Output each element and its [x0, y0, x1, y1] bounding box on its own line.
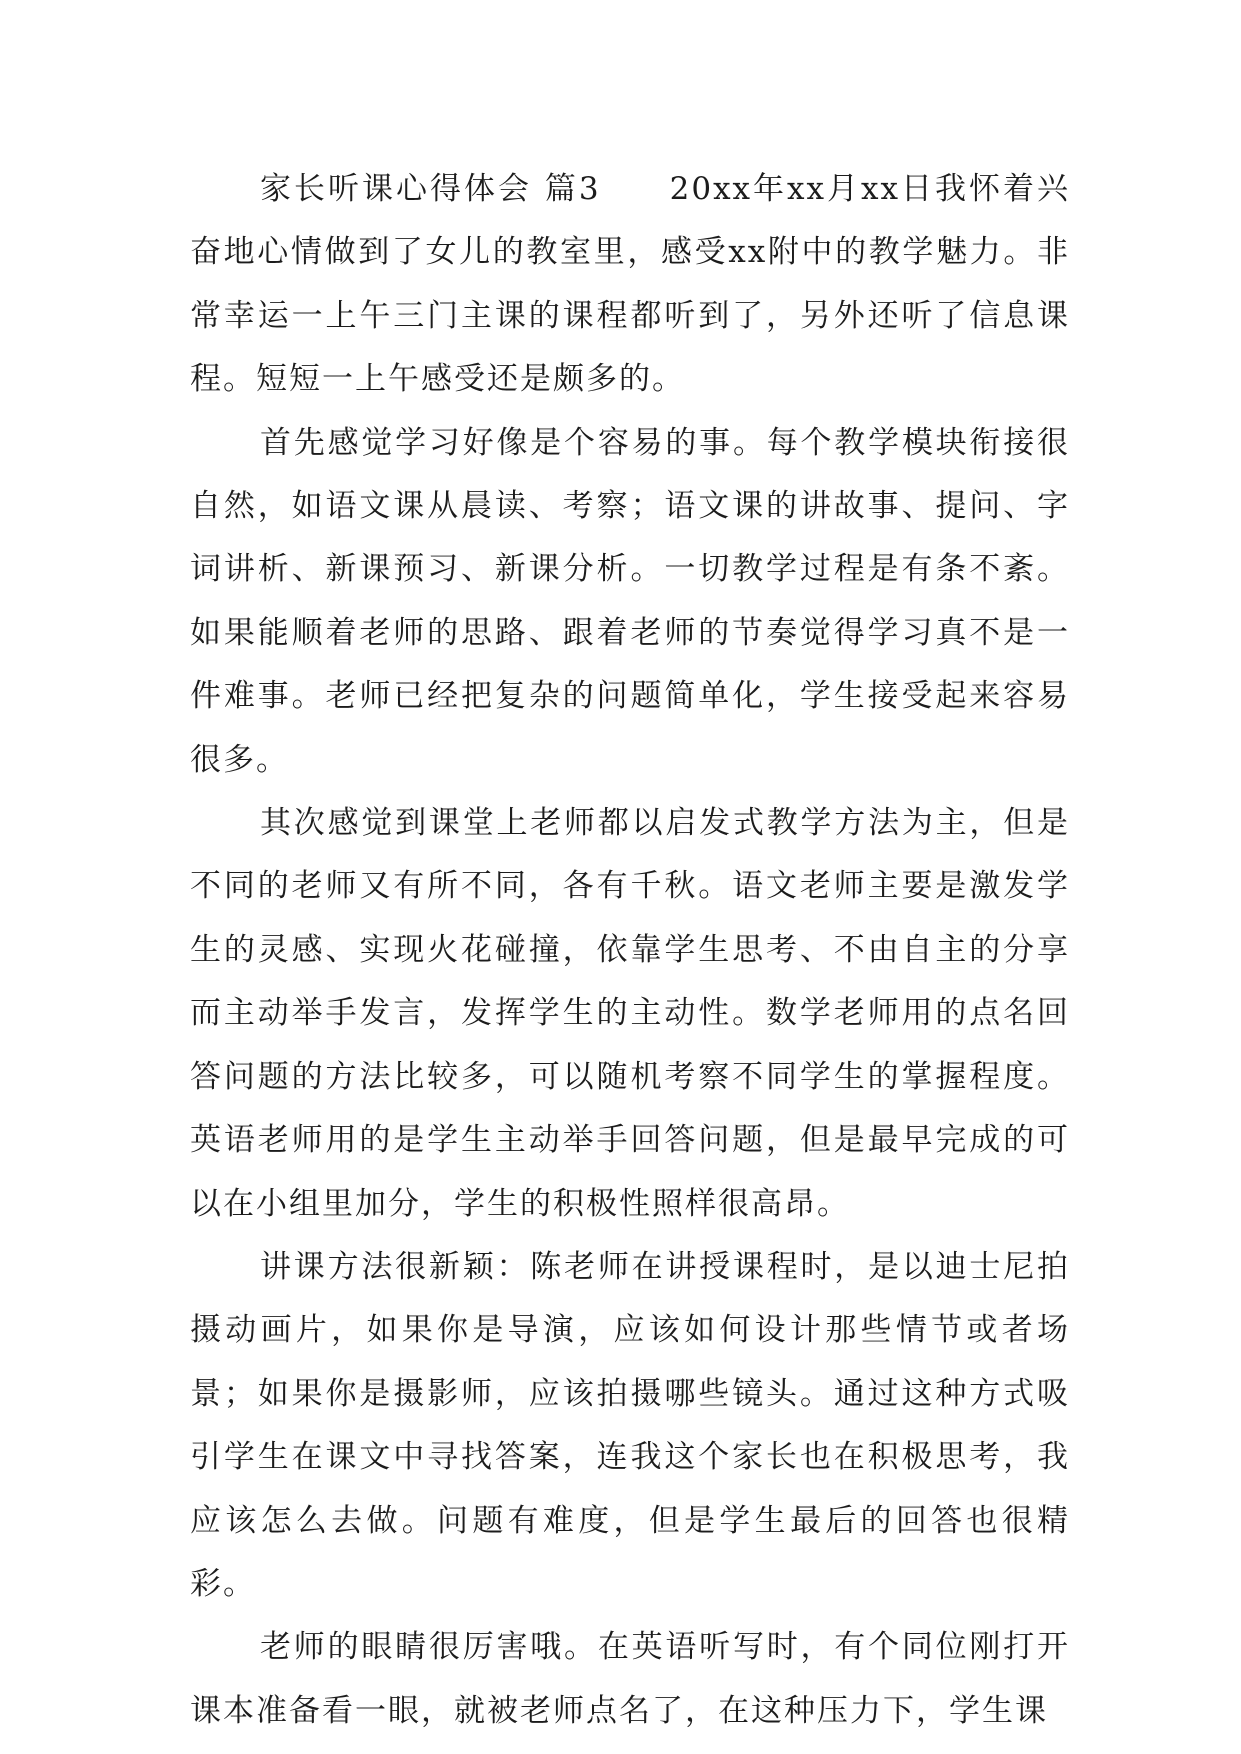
- paragraph-1: 家长听课心得体会 篇3 20xx年xx月xx日我怀着兴奋地心情做到了女儿的教室里，感受xx附中的教学魅力。非常幸运一上午三门主课的课程都听到了，另外还听了信息课程。短短一上午感受还是颇多的。: [190, 171, 1070, 398]
- paragraph-4: 讲课方法很新颖：陈老师在讲授课程时，是以迪士尼拍摄动画片，如果你是导演，应该如何设计那些情节或者场景；如果你是摄影师，应该拍摄哪些镜头。通过这种方式吸引学生在课文中寻找答案，连我这个家长也在积极思考，我应该怎么去做。问题有难度，但是学生最后的回答也很精彩。: [190, 1248, 1070, 1602]
- paragraph-2: 首先感觉学习好像是个容易的事。每个教学模块衔接很自然，如语文课从晨读、考察；语文课的讲故事、提问、字词讲析、新课预习、新课分析。一切教学过程是有条不紊。如果能顺着老师的思路、跟着老师的节奏觉得学习真不是一件难事。老师已经把复杂的问题简单化，学生接受起来容易很多。: [190, 424, 1070, 778]
- document-body: [190, 158, 1070, 1743]
- paragraph-3: 其次感觉到课堂上老师都以启发式教学方法为主，但是不同的老师又有所不同，各有千秋。语文老师主要是激发学生的灵感、实现火花碰撞，依靠学生思考、不由自主的分享而主动举手发言，发挥学生的主动性。数学老师用的点名回答问题的方法比较多，可以随机考察不同学生的掌握程度。英语老师用的是学生主动举手回答问题，但是最早完成的可以在小组里加分，学生的积极性照样很高昂。: [190, 805, 1070, 1222]
- paragraph-5: 老师的眼睛很厉害哦。在英语听写时，有个同位刚打开课本准备看一眼，就被老师点名了，在这种压力下，学生课: [190, 1629, 1070, 1729]
